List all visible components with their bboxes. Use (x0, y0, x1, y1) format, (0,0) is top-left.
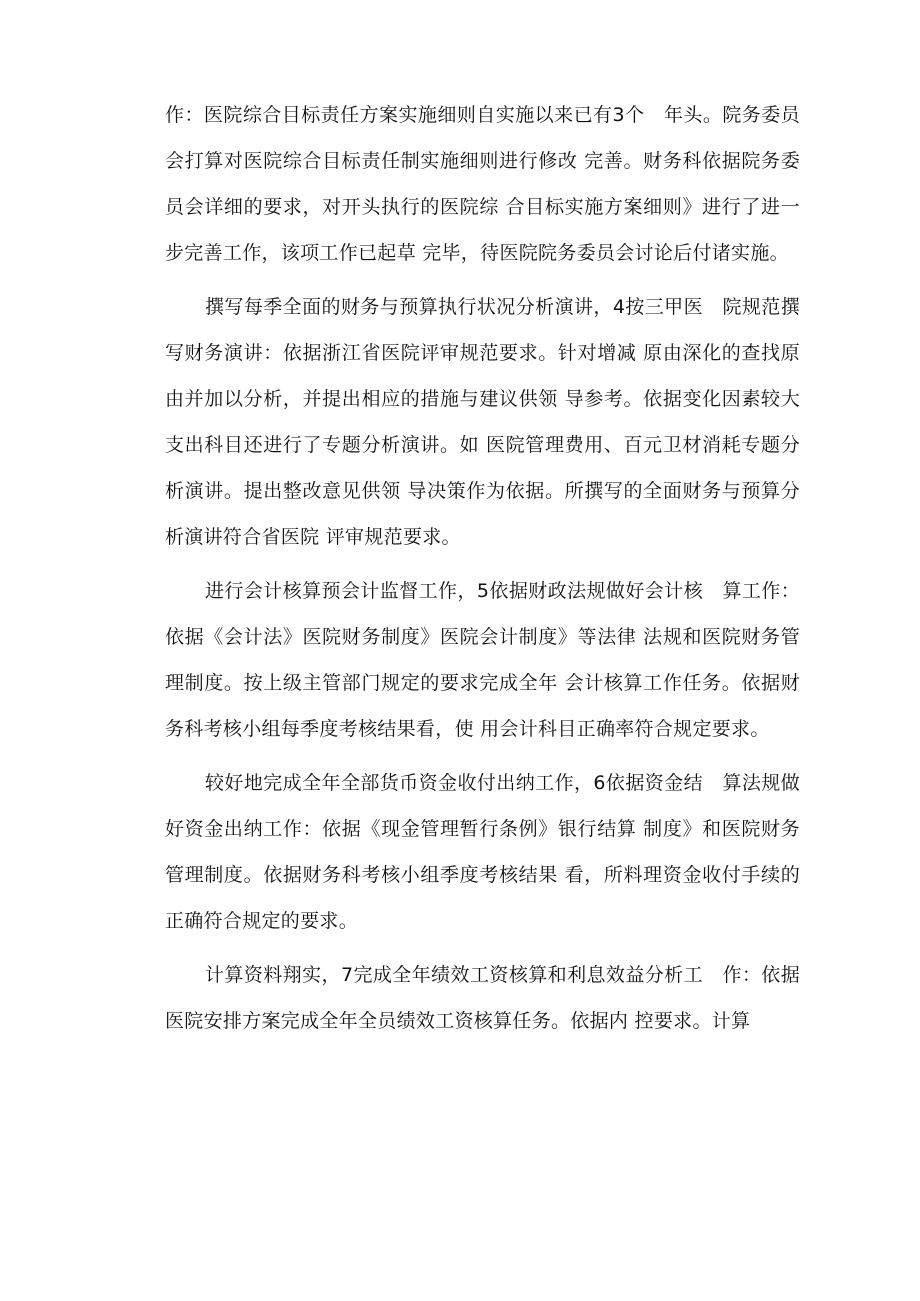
paragraph-4: 较好地完成全年全部货币资金收付出纳工作，6依据资金结 算法规做好资金出纳工作：依据《现金管理暂行条例》银行结算 制度》和医院财务管理制度。依据财务科考核小组季度考核结果 看，所料理资金收付手续的正确符合规定的要求。 (165, 772, 800, 932)
paragraph-3: 进行会计核算预会计监督工作，5依据财政法规做好会计核 算工作：依据《会计法》医院财务制度》医院会计制度》等法律 法规和医院财务管理制度。按上级主管部门规定的要求完成全年 会计核算工作任务。依据财务科考核小组每季度考核结果看，使 用会计科目正确率符合规定要求。 (165, 580, 800, 740)
document-body (165, 92, 800, 1052)
paragraph-1: 作：医院综合目标责任方案实施细则自实施以来已有3个 年头。院务委员会打算对医院综合目标责任制实施细则进行修改 完善。财务科依据院务委员会详细的要求，对开头执行的医院综 合目标实施方案细则》进行了进一步完善工作，该项工作已起草 完毕，待医院院务委员会讨论后付诸实施。 (165, 104, 800, 264)
paragraph-5: 计算资料翔实，7完成全年绩效工资核算和利息效益分析工 作：依据医院安排方案完成全年全员绩效工资核算任务。依据内 控要求。计算 (165, 964, 800, 1032)
paragraph-2: 撰写每季全面的财务与预算执行状况分析演讲，4按三甲医 院规范撰写财务演讲：依据浙江省医院评审规范要求。针对增减 原由深化的查找原由并加以分析，并提出相应的措施与建议供领 导参考。依据变化因素较大支出科目还进行了专题分析演讲。如 医院管理费用、百元卫材消耗专题分析演讲。提出整改意见供领 导决策作为依据。所撰写的全面财务与预算分析演讲符合省医院 评审规范要求。 (165, 296, 800, 548)
